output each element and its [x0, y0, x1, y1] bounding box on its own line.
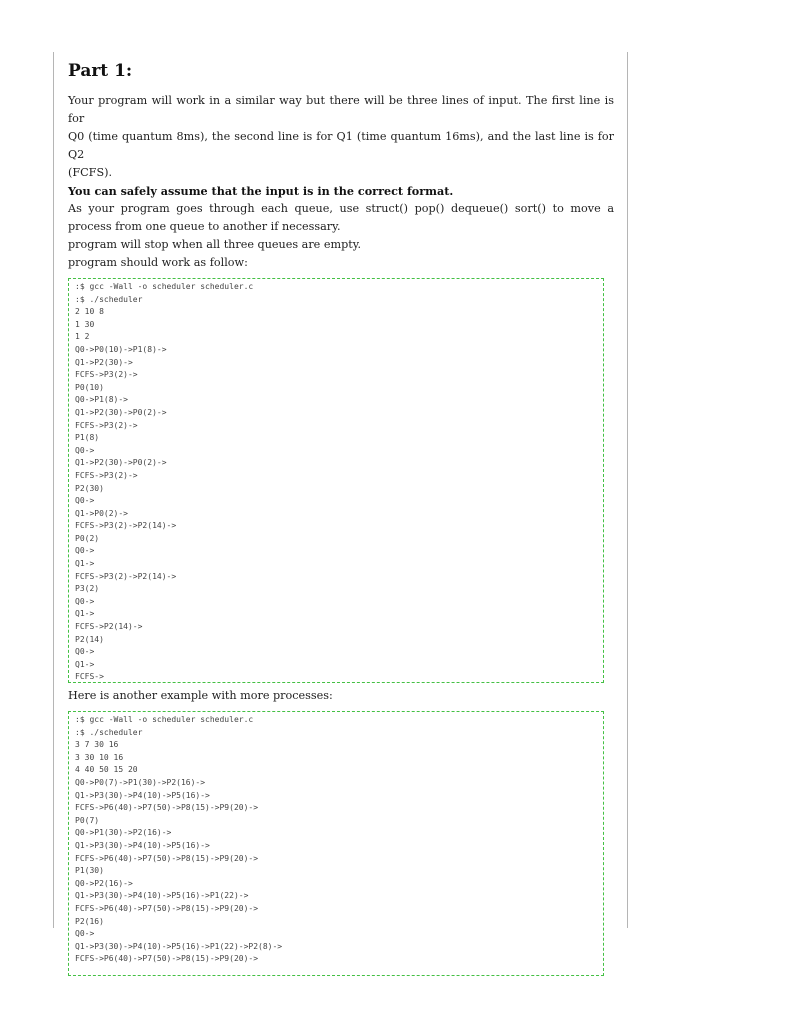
- code-line: Q0->: [75, 929, 95, 939]
- document-content: [68, 52, 614, 976]
- code-line: :$ gcc -Wall -o scheduler scheduler.c: [75, 715, 254, 724]
- code-line: P0(10): [75, 382, 104, 392]
- code-line: Q0->P2(16)->: [75, 878, 133, 888]
- another-example-label: Here is another example with more processes:: [68, 689, 333, 702]
- code-line: Q1->P3(30)->P4(10)->P5(16)->P1(22)->: [75, 891, 249, 901]
- code-line: Q0->: [75, 596, 95, 606]
- code-line: FCFS->P6(40)->P7(50)->P8(15)->P9(20)->: [75, 803, 259, 813]
- code-line: P3(2): [75, 584, 100, 594]
- code-line: Q1->P2(30)->P0(2)->: [75, 458, 167, 468]
- code-line: P2(14): [75, 634, 104, 644]
- code-line: 3 7 30 16: [75, 740, 119, 750]
- follow-intro: program should work as follow:: [68, 256, 248, 269]
- code-line: Q0->P0(7)->P1(30)->P2(16)->: [75, 777, 206, 787]
- code-line: 1 30: [75, 319, 95, 329]
- code-line: Q1->P3(30)->P4(10)->P5(16)->P1(22)->P2(8)->: [75, 941, 283, 951]
- code-line: P2(16): [75, 916, 104, 926]
- code-line: Q1->P3(30)->P4(10)->P5(16)->: [75, 790, 210, 800]
- code-line: FCFS->P2(14)->: [75, 622, 143, 632]
- queue-instruction: process from one queue to another if necessary.: [68, 220, 341, 233]
- code-line: Q0->: [75, 445, 95, 455]
- code-line: Q0->P1(30)->P2(16)->: [75, 828, 172, 838]
- format-note: You can safely assume that the input is in the correct format.: [68, 184, 454, 198]
- code-line: 4 40 50 15 20: [75, 765, 138, 775]
- code-line: P1(8): [75, 433, 100, 443]
- code-line: FCFS->: [75, 672, 104, 682]
- code-line: P0(2): [75, 533, 100, 543]
- code-line: :$ ./scheduler: [75, 727, 143, 737]
- code-line: FCFS->P3(2)->P2(14)->: [75, 521, 177, 531]
- code-line: 3 30 10 16: [75, 752, 124, 762]
- code-line: Q0->: [75, 647, 95, 657]
- code-line: Q1->P2(30)->: [75, 357, 133, 367]
- queue-instruction: As your program goes through each queue, use struct() pop() dequeue() sort() to move a: [68, 202, 614, 215]
- code-line: Q0->: [75, 546, 95, 556]
- code-line: :$ ./scheduler: [75, 294, 143, 304]
- code-line: Q1->P2(30)->P0(2)->: [75, 407, 167, 417]
- code-line: FCFS->P6(40)->P7(50)->P8(15)->P9(20)->: [75, 903, 259, 913]
- code-line: FCFS->P3(2)->: [75, 470, 138, 480]
- code-line: FCFS->P3(2)->: [75, 370, 138, 380]
- code-line: Q1->: [75, 659, 95, 669]
- page-title: Part 1:: [68, 61, 133, 81]
- stop-condition: program will stop when all three queues are empty.: [68, 238, 362, 251]
- intro-line: (FCFS).: [68, 166, 113, 179]
- document-page: [53, 52, 628, 964]
- code-line: 1 2: [75, 332, 90, 342]
- code-line: Q1->: [75, 609, 95, 619]
- code-line: P1(30): [75, 866, 104, 876]
- example-output-2: [68, 711, 604, 976]
- example-output-1: [68, 278, 604, 683]
- code-line: Q1->P0(2)->: [75, 508, 128, 518]
- code-line: Q0->P0(10)->P1(8)->: [75, 344, 167, 354]
- code-line: Q0->: [75, 496, 95, 506]
- code-line: Q1->: [75, 559, 95, 569]
- code-line: P2(30): [75, 483, 104, 493]
- intro-line: Your program will work in a similar way but there will be three lines of input. The first line is for: [68, 94, 614, 125]
- code-line: P0(7): [75, 815, 100, 825]
- code-line: FCFS->P6(40)->P7(50)->P8(15)->P9(20)->: [75, 954, 259, 964]
- intro-line: Q0 (time quantum 8ms), the second line is for Q1 (time quantum 16ms), and the last line is for Q2: [68, 130, 614, 161]
- code-line: FCFS->P6(40)->P7(50)->P8(15)->P9(20)->: [75, 853, 259, 863]
- code-line: :$ gcc -Wall -o scheduler scheduler.c: [75, 282, 254, 291]
- code-line: Q1->P3(30)->P4(10)->P5(16)->: [75, 840, 210, 850]
- code-line: FCFS->P3(2)->: [75, 420, 138, 430]
- intro-paragraph: [68, 92, 614, 182]
- code-line: Q0->P1(8)->: [75, 395, 128, 405]
- code-line: 2 10 8: [75, 307, 104, 317]
- code-line: FCFS->P3(2)->P2(14)->: [75, 571, 177, 581]
